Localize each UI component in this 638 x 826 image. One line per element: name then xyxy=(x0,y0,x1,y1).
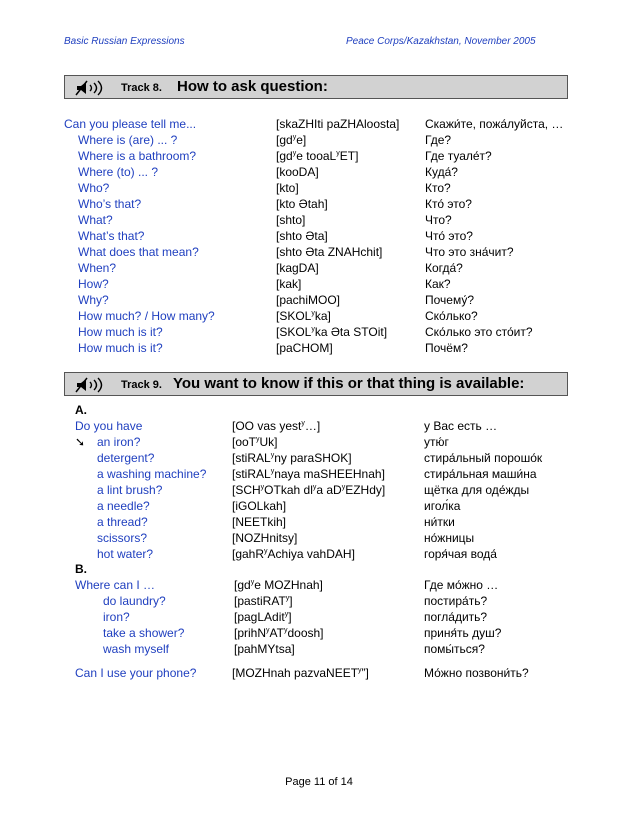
transliteration xyxy=(232,530,297,546)
transliteration xyxy=(276,308,331,324)
transliteration xyxy=(276,116,399,132)
palatal-mark: y xyxy=(264,548,268,555)
english-phrase: a washing machine? xyxy=(97,467,207,481)
russian-phrase: но́жницы xyxy=(424,531,475,545)
russian-phrase: постира́ть? xyxy=(424,594,488,608)
transliteration xyxy=(276,132,306,148)
transliteration-part: [iGOLkah] xyxy=(232,499,287,513)
russian-phrase: помы́ться? xyxy=(424,642,485,656)
russian-phrase: Кто? xyxy=(425,181,451,195)
track-9-number: Track 9. xyxy=(121,379,162,391)
transliteration xyxy=(232,450,352,466)
english-phrase: What does that mean? xyxy=(78,245,199,259)
page-footer: Page 11 of 14 xyxy=(285,776,353,788)
transliteration-part: [shto Əta ZNAHchit] xyxy=(276,245,383,259)
english-phrase: How much is it? xyxy=(78,341,163,355)
palatal-mark: y xyxy=(358,667,362,674)
transliteration xyxy=(232,665,369,681)
transliteration-part: [pahMYtsa] xyxy=(234,642,295,656)
russian-phrase: утю́г xyxy=(424,435,449,449)
transliteration xyxy=(276,196,328,212)
russian-phrase: Ско́лько? xyxy=(425,309,478,323)
english-phrase: Where (to) ... ? xyxy=(78,165,159,179)
transliteration-part: AT xyxy=(269,626,284,640)
english-phrase: take a shower? xyxy=(103,626,185,640)
english-phrase: Who’s that? xyxy=(78,197,142,211)
english-phrase: Who? xyxy=(78,181,110,195)
russian-phrase: Почему́? xyxy=(425,293,475,307)
palatal-mark: y xyxy=(336,150,340,157)
transliteration-part: [pachiMOO] xyxy=(276,293,341,307)
english-phrase: Can you please tell me... xyxy=(64,117,197,131)
transliteration-part: ka] xyxy=(314,309,331,323)
transliteration-part: [gahR xyxy=(232,547,265,561)
transliteration xyxy=(232,546,355,562)
english-phrase: an iron? xyxy=(97,435,141,449)
transliteration xyxy=(276,212,305,228)
russian-phrase: горя́чая вода́ xyxy=(424,547,497,561)
palatal-mark: y xyxy=(284,611,289,618)
transliteration-part: [prihN xyxy=(234,626,267,640)
russian-phrase: Что это зна́чит? xyxy=(425,245,514,259)
english-phrase: wash myself xyxy=(103,642,170,656)
russian-phrase: щётка для оде́жды xyxy=(424,483,530,497)
transliteration xyxy=(234,625,324,641)
russian-phrase: стира́льная маши́на xyxy=(424,467,537,481)
transliteration xyxy=(234,593,293,609)
transliteration-part: ] xyxy=(289,594,293,608)
russian-phrase: Как? xyxy=(425,277,451,291)
transliteration xyxy=(232,514,286,530)
russian-phrase: Куда́? xyxy=(425,165,458,179)
english-phrase: What’s that? xyxy=(78,229,145,243)
english-phrase: detergent? xyxy=(97,451,155,465)
transliteration-part: [kto Ətah] xyxy=(276,197,328,211)
transliteration xyxy=(276,276,301,292)
russian-phrase: Где мо́жно … xyxy=(424,578,499,592)
transliteration xyxy=(276,340,333,356)
palatal-mark: y xyxy=(283,627,288,634)
transliteration-part: [gd xyxy=(234,578,251,592)
transliteration-part: [pastiRAT xyxy=(234,594,286,608)
transliteration xyxy=(232,482,385,498)
transliteration xyxy=(232,418,320,434)
english-phrase: a needle? xyxy=(97,499,150,513)
palatal-mark: y xyxy=(270,452,275,459)
english-phrase: How much is it? xyxy=(78,325,163,339)
track-9-title: You want to know if this or that thing is available: xyxy=(173,375,525,392)
english-phrase: hot water? xyxy=(97,547,154,561)
russian-phrase: стира́льный порошо́к xyxy=(424,451,543,465)
transliteration-part: [skaZHIti paZHAloosta] xyxy=(276,117,400,131)
transliteration-part: [MOZHnah pazvaNEET xyxy=(232,666,359,680)
transliteration-part: [NOZHnitsy] xyxy=(232,531,298,545)
english-phrase: How? xyxy=(78,277,109,291)
russian-phrase: игол́ка xyxy=(424,499,461,513)
russian-phrase: Мо́жно позвони́ть? xyxy=(424,666,529,680)
russian-phrase: Что́ это? xyxy=(425,229,473,243)
transliteration-part: [ooT xyxy=(232,435,257,449)
transliteration-part: OTkah dl xyxy=(264,483,313,497)
transliteration-part: [shto Əta] xyxy=(276,229,328,243)
transliteration xyxy=(234,641,295,657)
palatal-mark: y xyxy=(250,579,255,586)
transliteration-part: Uk] xyxy=(259,435,278,449)
english-phrase: What? xyxy=(78,213,113,227)
transliteration-part: [paCHOM] xyxy=(276,341,333,355)
transliteration-part: [kto] xyxy=(276,181,299,195)
english-phrase: Can I use your phone? xyxy=(75,666,197,680)
palatal-mark: y xyxy=(301,420,305,427)
arrow-icon: ➘ xyxy=(75,435,86,449)
page-header xyxy=(64,36,546,50)
transliteration-part: e MOZHnah] xyxy=(254,578,323,592)
transliteration xyxy=(276,324,387,340)
transliteration-part: [shto] xyxy=(276,213,306,227)
transliteration-part: naya maSHEEHnah] xyxy=(274,467,385,481)
transliteration-part: [stiRAL xyxy=(232,451,271,465)
transliteration-part: …] xyxy=(304,419,321,433)
track-8-number: Track 8. xyxy=(121,82,162,94)
english-phrase: do laundry? xyxy=(103,594,166,608)
transliteration-part: Achiya vahDAH] xyxy=(267,547,355,561)
transliteration xyxy=(276,164,319,180)
english-phrase: iron? xyxy=(103,610,130,624)
transliteration-part: [gd xyxy=(276,133,293,147)
track-9-bar xyxy=(64,372,568,396)
transliteration xyxy=(232,498,286,514)
russian-phrase: Скажи́те, пожа́луйста, … xyxy=(425,117,564,131)
palatal-mark: y xyxy=(292,134,297,141)
russian-phrase: погла́дить? xyxy=(424,610,488,624)
transliteration-part: ] xyxy=(288,610,292,624)
transliteration-part: EZHdy] xyxy=(345,483,386,497)
transliteration-part: ny paraSHOK] xyxy=(274,451,352,465)
english-phrase: Do you have xyxy=(75,419,143,433)
transliteration-part: [kooDA] xyxy=(276,165,319,179)
english-phrase: a lint brush? xyxy=(97,483,163,497)
russian-phrase: ни́тки xyxy=(424,515,455,529)
english-phrase: How much? / How many? xyxy=(78,309,215,323)
palatal-mark: y xyxy=(312,484,317,491)
transliteration-part: [pagLAdit xyxy=(234,610,285,624)
speaker-icon[interactable] xyxy=(75,376,109,394)
transliteration xyxy=(276,180,299,196)
section-b-label: B. xyxy=(75,562,87,576)
track-8-bar xyxy=(64,75,568,99)
russian-phrase: Кто́ это? xyxy=(425,197,472,211)
transliteration-part: e tooaL xyxy=(296,149,337,163)
palatal-mark: y xyxy=(311,310,315,317)
english-phrase: scissors? xyxy=(97,531,148,545)
transliteration-part: [NEETkih] xyxy=(232,515,287,529)
track-8-title: How to ask question: xyxy=(177,78,328,95)
section-a-label: A. xyxy=(75,403,87,417)
transliteration-part: doosh] xyxy=(287,626,324,640)
transliteration xyxy=(276,148,358,164)
english-phrase: Where can I … xyxy=(75,578,156,592)
palatal-mark: y xyxy=(256,436,260,443)
transliteration-part: ET] xyxy=(339,149,359,163)
transliteration xyxy=(234,577,323,593)
transliteration-part: a aD xyxy=(316,483,342,497)
transliteration-part: [kagDA] xyxy=(276,261,319,275)
transliteration xyxy=(276,228,328,244)
english-phrase: Where is (are) ... ? xyxy=(78,133,178,147)
transliteration xyxy=(276,244,382,260)
transliteration xyxy=(234,609,292,625)
transliteration-part: [gd xyxy=(276,149,293,163)
transliteration-part: [SCH xyxy=(232,483,261,497)
english-phrase: Where is a bathroom? xyxy=(78,149,197,163)
russian-phrase: Ско́лько это сто́ит? xyxy=(425,325,533,339)
russian-phrase: Где туале́т? xyxy=(425,149,492,163)
transliteration-part: ”] xyxy=(361,666,369,680)
palatal-mark: y xyxy=(341,484,346,491)
palatal-mark: y xyxy=(270,468,275,475)
transliteration xyxy=(276,260,319,276)
transliteration-part: e] xyxy=(296,133,307,147)
transliteration-part: [kak] xyxy=(276,277,302,291)
palatal-mark: y xyxy=(266,627,270,634)
russian-phrase: Что? xyxy=(425,213,452,227)
transliteration xyxy=(232,434,278,450)
transliteration-part: [stiRAL xyxy=(232,467,271,481)
russian-phrase: Когда́? xyxy=(425,261,463,275)
transliteration-part: [OO vas yest xyxy=(232,419,302,433)
transliteration xyxy=(276,292,340,308)
russian-phrase: Почём? xyxy=(425,341,468,355)
palatal-mark: y xyxy=(292,150,297,157)
transliteration-part: [SKOL xyxy=(276,325,312,339)
palatal-mark: y xyxy=(311,326,315,333)
palatal-mark: y xyxy=(260,484,265,491)
transliteration-part: ka Əta STOit] xyxy=(314,325,388,339)
english-phrase: Why? xyxy=(78,293,109,307)
palatal-mark: y xyxy=(285,595,290,602)
english-phrase: a thread? xyxy=(97,515,148,529)
transliteration xyxy=(232,466,385,482)
header-org-date: Peace Corps/Kazakhstan, November 2005 xyxy=(346,36,536,47)
english-phrase: When? xyxy=(78,261,117,275)
russian-phrase: у Вас есть … xyxy=(424,419,498,433)
transliteration-part: [SKOL xyxy=(276,309,312,323)
speaker-icon[interactable] xyxy=(75,79,109,97)
header-title: Basic Russian Expressions xyxy=(64,36,185,47)
russian-phrase: приня́ть душ? xyxy=(424,626,502,640)
russian-phrase: Где? xyxy=(425,133,452,147)
